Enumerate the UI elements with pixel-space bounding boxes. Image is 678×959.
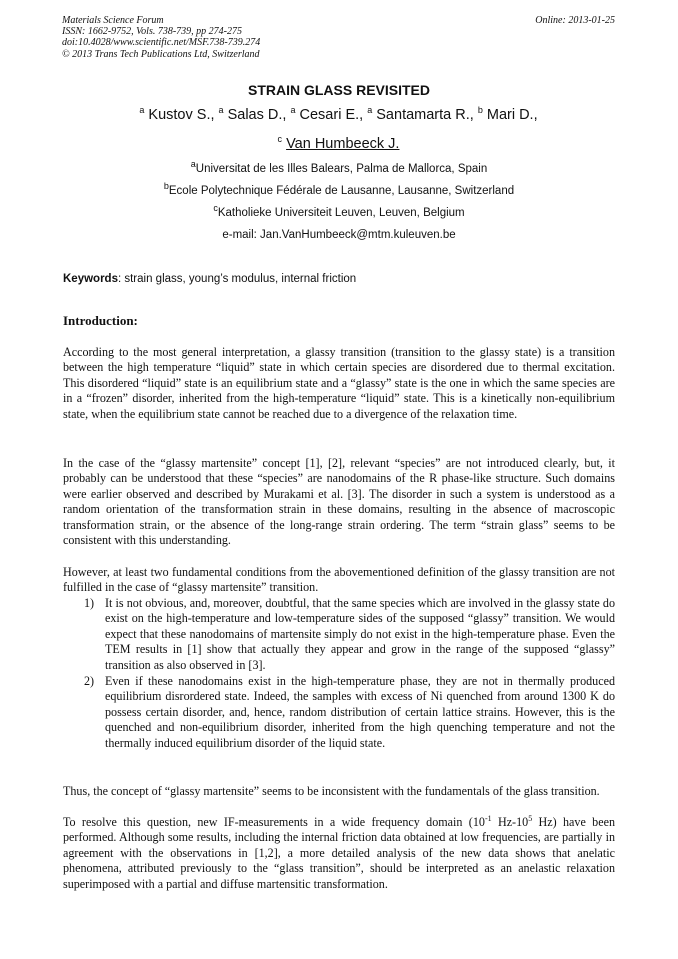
author-name: Santamarta R., xyxy=(376,107,474,123)
author-mark: a xyxy=(290,105,296,116)
affiliation-text: Ecole Polytechnique Fédérale de Lausanne, Lausanne, Switzerland xyxy=(168,185,515,197)
copyright-line: © 2013 Trans Tech Publications Ltd, Switzerland xyxy=(62,48,260,60)
affiliation-mark: b xyxy=(163,181,169,192)
affiliation-text: Katholieke Universiteit Leuven, Leuven, Belgium xyxy=(217,207,465,219)
affiliation-mark: a xyxy=(190,159,196,170)
paragraph-1: According to the most general interpretation, a glassy transition (transition to the glassy state) is a transition between the high temperature “liquid” state in which certain species are disordered due to thermal excitation. This disordered “liquid” state is an equilibrium state and a “glassy” state is the one in which the same species are in a “frozen” disorder, inherited from the high-temperature “liquid” state. This is a kinetically non-equilibrium state, when the equilibrium state cannot be reached due to a divergence of the relaxation time. xyxy=(63,345,615,421)
keywords-text: : strain glass, young’s modulus, internal friction xyxy=(117,273,357,285)
doi-line: doi:10.4028/www.scientific.net/MSF.738-739.274 xyxy=(62,37,261,49)
p5-sup-1: -1 xyxy=(484,813,492,823)
corresponding-author: Van Humbeeck J. xyxy=(286,136,400,152)
issn-line: ISSN: 1662-9752, Vols. 738-739, pp 274-275 xyxy=(62,26,242,38)
author-mark: a xyxy=(367,105,373,116)
affiliation-b xyxy=(0,181,678,197)
author-name: Kustov S., xyxy=(148,107,215,123)
list-text: Even if these nanodomains exist in the high-temperature phase, they are not in thermally produced equilibrium disrordered state. Indeed, the samples with excess of Ni quenched from around 1300 K do possess certain disorder, and, hence, random distribution of certain lattice strains. However, this is the quenched and non-equilibrium disorder, inherited from the high quenching temperature and not the thermally induced equilibrium disorder of the liquid state. xyxy=(105,674,615,750)
list-item-2 xyxy=(84,674,615,751)
list-text: It is not obvious, and, moreover, doubtful, that the same species which are involved in the glassy state do exist on the high-temperature and low-temperature sides of the supposed “glassy” transition. We would expect that these nanodomains of martensite simply do not exist in the high-temperature phase. Even the TEM results in [1] show that actually they appear and grow in the range of the supposed “glassy” transition as also observed in [3]. xyxy=(105,596,615,672)
author-name: Cesari E., xyxy=(299,107,364,123)
p5-part-a: To resolve this question, new IF-measurements in a wide frequency domain (10 xyxy=(63,815,485,829)
author-email: e-mail: Jan.VanHumbeeck@mtm.kuleuven.be xyxy=(222,229,456,241)
affiliation-a xyxy=(0,159,678,175)
author-name: Mari D., xyxy=(486,107,538,123)
affiliation-text: Universitat de les Illes Balears, Palma de Mallorca, Spain xyxy=(195,163,488,175)
journal-name: Materials Science Forum xyxy=(62,15,164,26)
section-heading-introduction: Introduction: xyxy=(63,313,138,328)
author-name: Salas D., xyxy=(227,107,287,123)
online-date: Online: 2013-01-25 xyxy=(535,15,615,26)
list-number: 1) xyxy=(84,596,95,610)
keywords-label: Keywords xyxy=(63,273,118,285)
keywords xyxy=(63,273,356,285)
author-mark: c xyxy=(277,134,283,145)
paper-title: STRAIN GLASS REVISITED xyxy=(247,82,431,98)
author-mark: b xyxy=(477,105,483,116)
paragraph-3: However, at least two fundamental conditions from the abovementioned definition of the glassy transition are not fulfilled in the case of “glassy martensite” transition. xyxy=(63,565,615,595)
p5-part-c: Hz) have been performed. Although some results, including the internal friction data obtained at low frequencies, are partially in agreement with the observations in [1,2], a more detailed analysis of the new data shows that anelatic phenomena, attributed previously to the “glass transition”, should be interpreted as an anelastic relaxation superimposed with a partial and diffuse martensitic transformation. xyxy=(63,815,616,891)
affiliation-c xyxy=(0,203,678,219)
journal-header xyxy=(62,15,615,60)
paragraph-4: Thus, the concept of “glassy martensite” seems to be inconsistent with the fundamentals of the glass transition. xyxy=(63,784,600,798)
paragraph-2: In the case of the “glassy martensite” concept [1], [2], relevant “species” are not introduced clearly, but, it probably can be understood that these “species” are nanodomains of the R phase-like structure. Such domains were earlier observed and described by Murakami et al. [3]. The disorder in such a system is understood as a random orientation of the transformation strain in these domains, resulting in the absence of macroscopic transformation strain, or the absence of the long-range strain ordering. The term “strain glass” seems to be consistent with this understanding. xyxy=(63,456,615,548)
author-mark: a xyxy=(218,105,224,116)
author-mark: a xyxy=(139,105,145,116)
list-item-1 xyxy=(84,596,615,673)
p5-sup-2: 5 xyxy=(528,813,533,823)
author-line-1 xyxy=(62,107,615,123)
list-number: 2) xyxy=(84,674,95,688)
author-line-2 xyxy=(62,136,615,152)
p5-part-b: Hz-10 xyxy=(491,815,529,829)
paragraph-5 xyxy=(63,815,615,892)
affiliation-mark: c xyxy=(213,203,218,214)
